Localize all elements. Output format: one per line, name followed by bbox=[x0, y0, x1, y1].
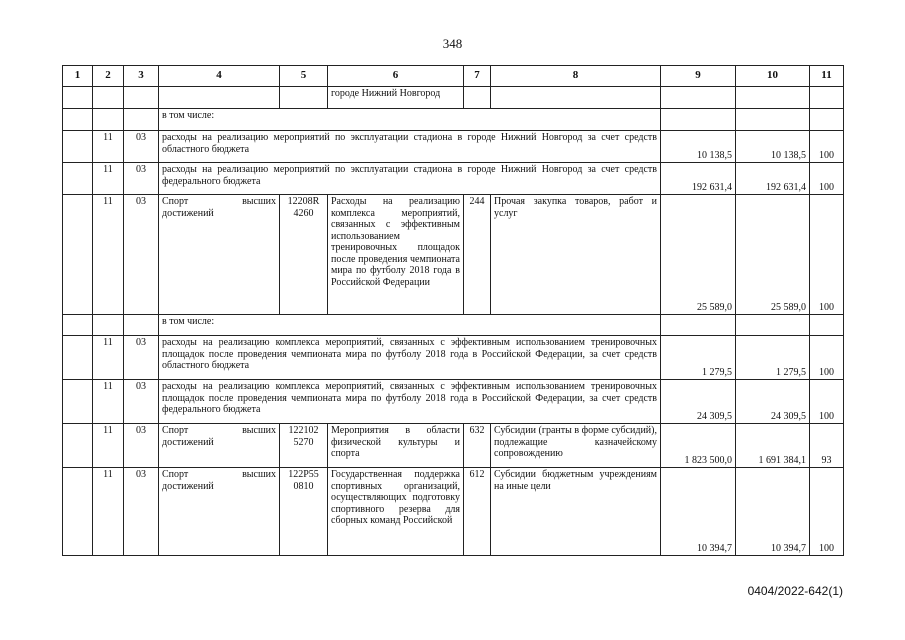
table-row bbox=[63, 336, 844, 380]
table-row bbox=[63, 424, 844, 468]
cell-percent: 100 bbox=[810, 336, 844, 380]
table-row bbox=[63, 87, 844, 109]
cell-code: 11 bbox=[93, 195, 124, 315]
cell-percent: 100 bbox=[810, 468, 844, 556]
cell-code: 03 bbox=[124, 131, 159, 163]
table-header bbox=[63, 66, 844, 87]
cell-description: расходы на реализацию комплекса мероприятий, связанных с эффективным использованием тренировочных площадок после проведения чемпионата мира по футболу 2018 года в Российской Федерации, за счет средств областного бюджета bbox=[159, 336, 661, 380]
table-row bbox=[63, 195, 844, 315]
cell-amount: 25 589,0 bbox=[661, 195, 736, 315]
cell-type-code: 244 bbox=[464, 195, 491, 315]
cell-amount: 10 394,7 bbox=[736, 468, 810, 556]
cell-text: городе Нижний Новгород bbox=[328, 87, 464, 109]
table-row bbox=[63, 468, 844, 556]
col-header: 2 bbox=[93, 66, 124, 87]
cell-amount: 1 691 384,1 bbox=[736, 424, 810, 468]
cell-amount: 10 138,5 bbox=[661, 131, 736, 163]
cell-target-code: 12208R 4260 bbox=[280, 195, 328, 315]
cell-amount: 1 823 500,0 bbox=[661, 424, 736, 468]
cell-amount: 25 589,0 bbox=[736, 195, 810, 315]
cell-description: расходы на реализацию мероприятий по эксплуатации стадиона в городе Нижний Новгород за счет средств областного бюджета bbox=[159, 131, 661, 163]
incl-label: в том числе: bbox=[159, 315, 661, 336]
cell-percent: 100 bbox=[810, 195, 844, 315]
col-header: 3 bbox=[124, 66, 159, 87]
cell-code: 11 bbox=[93, 131, 124, 163]
table-row bbox=[63, 163, 844, 195]
col-header: 10 bbox=[736, 66, 810, 87]
col-header: 1 bbox=[63, 66, 93, 87]
col-header: 9 bbox=[661, 66, 736, 87]
cell-amount: 10 138,5 bbox=[736, 131, 810, 163]
cell-description: Государственная поддержка спортивных организаций, осуществляющих подготовку спортивного резерва для сборных команд Российской bbox=[328, 468, 464, 556]
cell-code: 03 bbox=[124, 336, 159, 380]
cell-type-name: Субсидии (гранты в форме субсидий), подлежащие казначейскому сопровождению bbox=[491, 424, 661, 468]
col-header: 8 bbox=[491, 66, 661, 87]
cell-code: 03 bbox=[124, 424, 159, 468]
cell-amount: 192 631,4 bbox=[736, 163, 810, 195]
cell-amount: 24 309,5 bbox=[736, 380, 810, 424]
cell-percent: 93 bbox=[810, 424, 844, 468]
cell-target-code: 122102 5270 bbox=[280, 424, 328, 468]
cell-type-name: Субсидии бюджетным учреждениям на иные цели bbox=[491, 468, 661, 556]
cell-type-name: Прочая закупка товаров, работ и услуг bbox=[491, 195, 661, 315]
incl-label: в том числе: bbox=[159, 109, 661, 131]
cell-description: Мероприятия в области физической культуры и спорта bbox=[328, 424, 464, 468]
cell-description: Расходы на реализацию комплекса мероприятий, связанных с эффективным использованием тренировочных площадок после проведения чемпионата мира по футболу 2018 года в Российской Федерации bbox=[328, 195, 464, 315]
cell-code: 11 bbox=[93, 380, 124, 424]
cell-type-code: 632 bbox=[464, 424, 491, 468]
cell-amount: 192 631,4 bbox=[661, 163, 736, 195]
cell-amount: 1 279,5 bbox=[661, 336, 736, 380]
cell-code: 11 bbox=[93, 336, 124, 380]
col-header: 5 bbox=[280, 66, 328, 87]
cell-section: Спорт высших достижений bbox=[159, 195, 280, 315]
document-code: 0404/2022-642(1) bbox=[747, 584, 843, 598]
col-header: 7 bbox=[464, 66, 491, 87]
cell-code: 03 bbox=[124, 163, 159, 195]
cell-amount: 10 394,7 bbox=[661, 468, 736, 556]
cell-code: 11 bbox=[93, 468, 124, 556]
table-row bbox=[63, 109, 844, 131]
cell-code: 11 bbox=[93, 424, 124, 468]
cell-description: расходы на реализацию мероприятий по эксплуатации стадиона в городе Нижний Новгород за счет средств федерального бюджета bbox=[159, 163, 661, 195]
cell-percent: 100 bbox=[810, 131, 844, 163]
cell-code: 03 bbox=[124, 468, 159, 556]
budget-table bbox=[62, 65, 844, 556]
cell-type-code: 612 bbox=[464, 468, 491, 556]
cell-target-code: 122Р55 0810 bbox=[280, 468, 328, 556]
cell-code: 11 bbox=[93, 163, 124, 195]
cell-section: Спорт высших достижений bbox=[159, 424, 280, 468]
page-number: 348 bbox=[442, 36, 463, 51]
table-row bbox=[63, 131, 844, 163]
cell-amount: 1 279,5 bbox=[736, 336, 810, 380]
col-header: 6 bbox=[328, 66, 464, 87]
cell-amount: 24 309,5 bbox=[661, 380, 736, 424]
table-row bbox=[63, 315, 844, 336]
cell-code: 03 bbox=[124, 195, 159, 315]
cell-description: расходы на реализацию комплекса мероприятий, связанных с эффективным использованием тренировочных площадок после проведения чемпионата мира по футболу 2018 года в Российской Федерации, за счет средств федерального бюджета bbox=[159, 380, 661, 424]
cell-section: Спорт высших достижений bbox=[159, 468, 280, 556]
cell-percent: 100 bbox=[810, 380, 844, 424]
cell-percent: 100 bbox=[810, 163, 844, 195]
cell-code: 03 bbox=[124, 380, 159, 424]
col-header: 11 bbox=[810, 66, 844, 87]
col-header: 4 bbox=[159, 66, 280, 87]
table-row bbox=[63, 380, 844, 424]
